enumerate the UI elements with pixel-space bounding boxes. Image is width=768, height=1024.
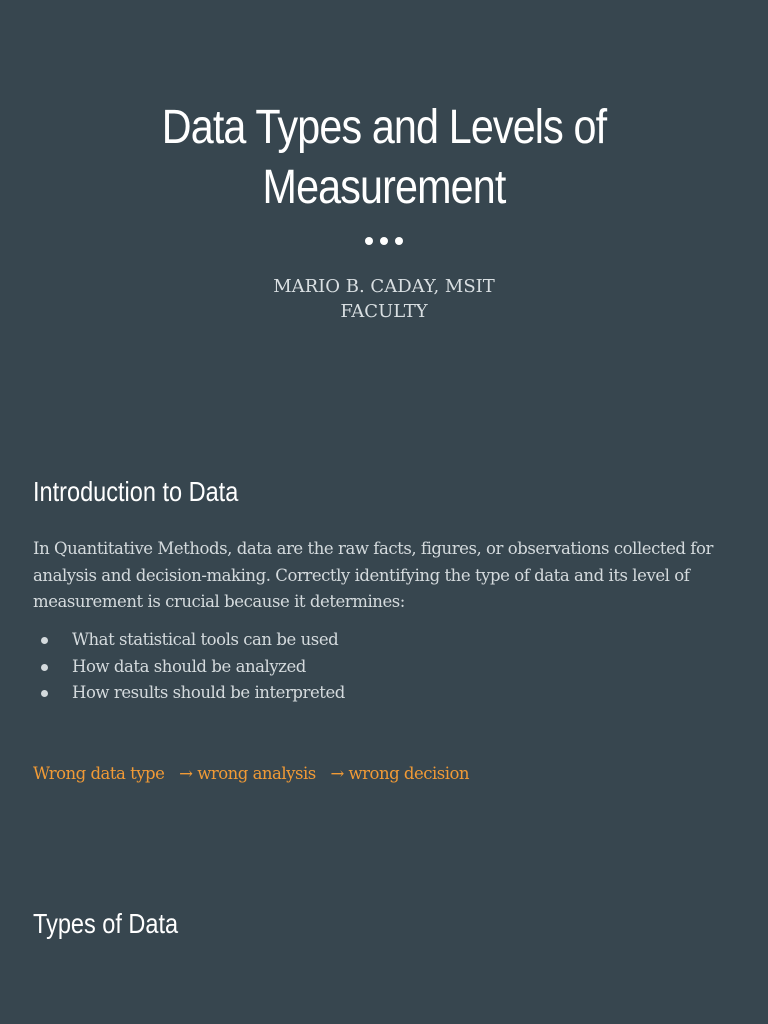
author-role: FACULTY	[340, 301, 428, 322]
bullet-text: What statistical tools can be used	[72, 630, 339, 649]
warning-part-2: → wrong analysis	[179, 764, 316, 783]
warning-callout	[33, 761, 469, 787]
types-heading: Types of Data	[33, 908, 179, 939]
intro-section-heading-wrap	[33, 476, 733, 508]
title-divider-dots	[0, 237, 768, 245]
divider-dot	[380, 237, 388, 245]
bullet-icon	[41, 690, 48, 697]
divider-dot	[395, 237, 403, 245]
divider-dot	[365, 237, 373, 245]
intro-heading: Introduction to Data	[33, 476, 239, 507]
bullet-text: How results should be interpreted	[72, 683, 345, 702]
intro-paragraph: In Quantitative Methods, data are the raw facts, figures, or observations collected for analysis and decision-making. Correctly identifying the type of data and its level of measurement is crucial because it determines:	[33, 539, 713, 611]
author-name: MARIO B. CADAY, MSIT	[273, 276, 495, 297]
list-item	[33, 680, 733, 707]
bullet-icon	[41, 664, 48, 671]
types-section-heading-wrap	[33, 908, 733, 940]
author-block	[0, 274, 768, 324]
intro-bullet-list	[33, 627, 733, 707]
list-item	[33, 654, 733, 681]
title-line-2: Measurement	[262, 161, 506, 214]
bullet-text: How data should be analyzed	[72, 656, 306, 676]
title-line-1: Data Types and Levels of	[161, 101, 607, 154]
warning-part-1: Wrong data type	[33, 764, 165, 783]
presentation-title	[105, 98, 662, 218]
list-item	[33, 627, 733, 654]
title-slide	[0, 0, 768, 430]
bullet-icon	[41, 637, 48, 644]
warning-part-3: → wrong decision	[330, 764, 470, 783]
